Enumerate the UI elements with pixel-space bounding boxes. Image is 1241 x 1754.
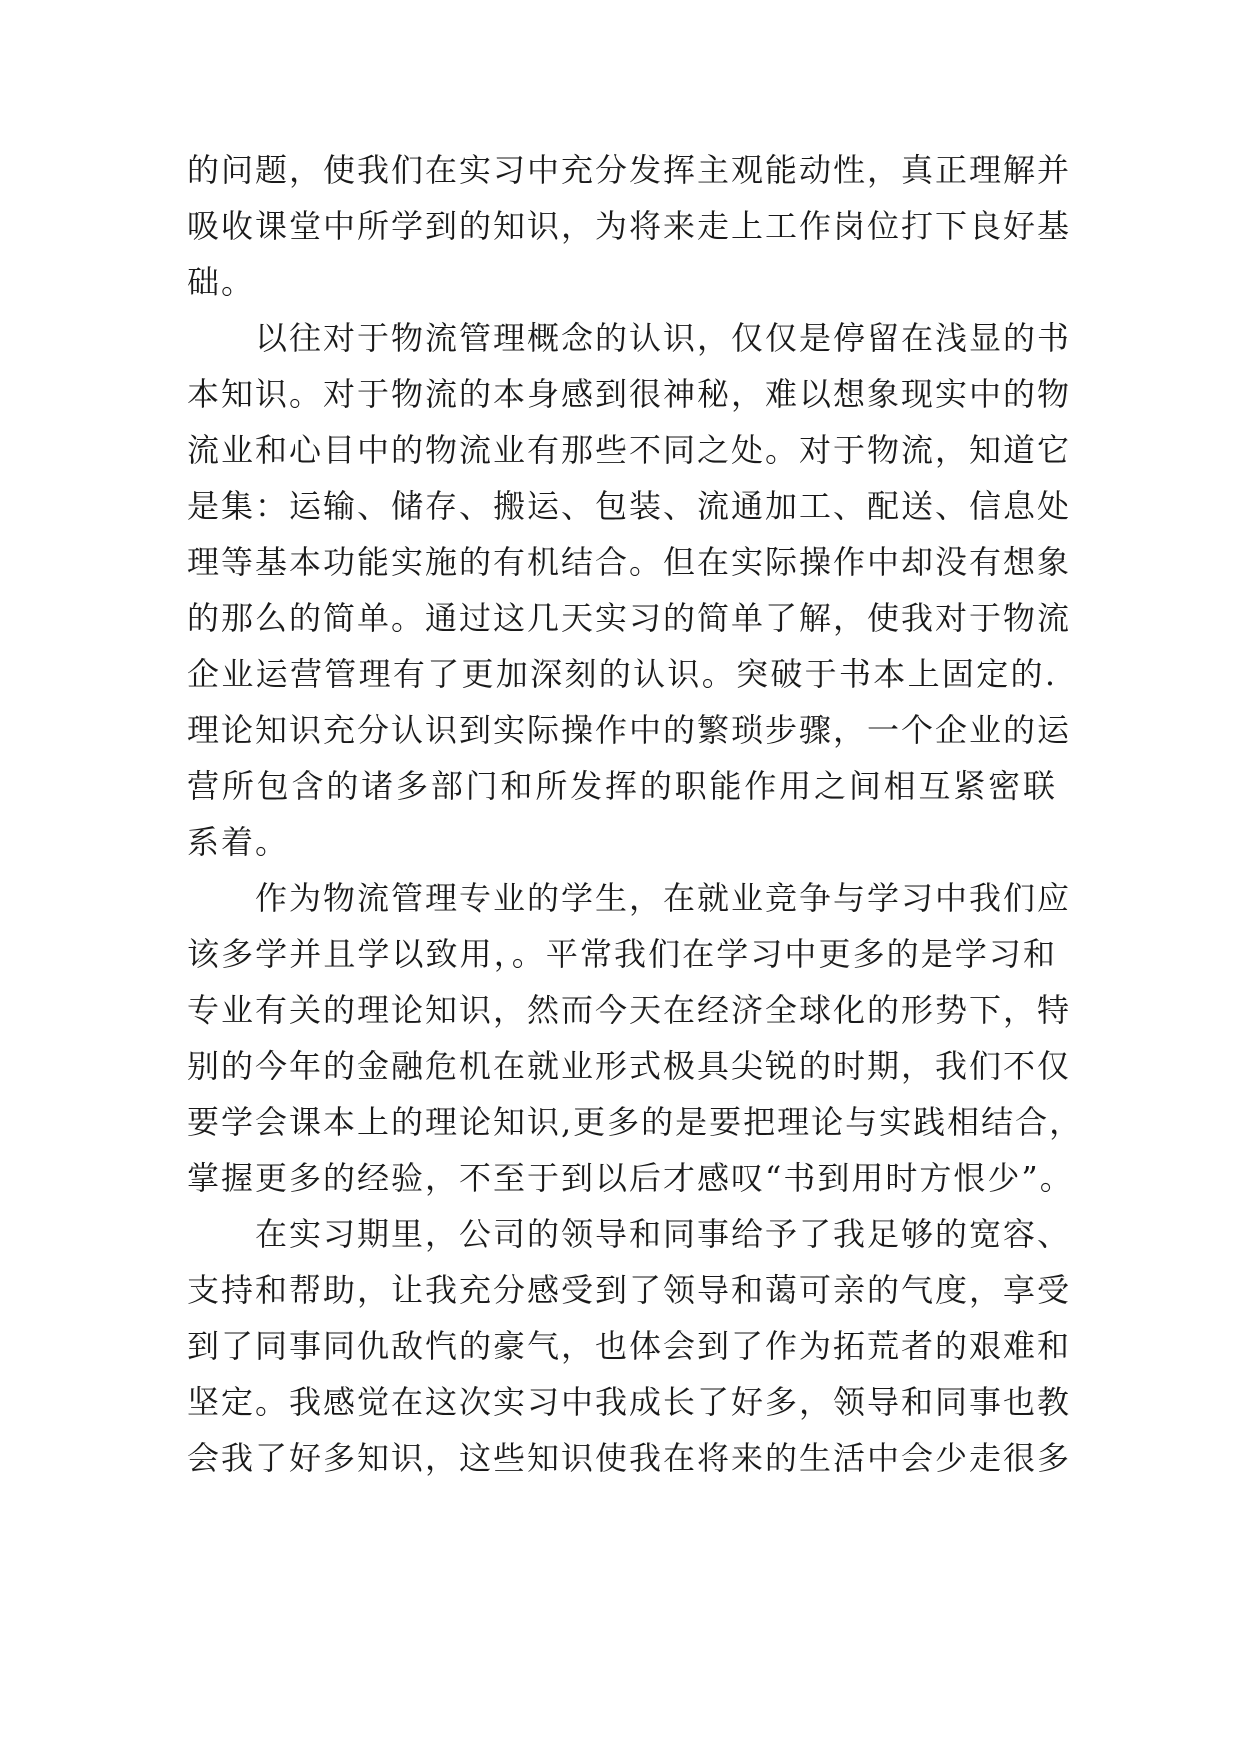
- text-line: 理论知识充分认识到实际操作中的繁琐步骤，一个企业的运: [187, 711, 1072, 749]
- paragraph-first-line: 作为物流管理专业的学生，在就业竞争与学习中我们应: [255, 879, 1072, 917]
- text-line: 会我了好多知识，这些知识使我在将来的生活中会少走很多: [187, 1439, 1072, 1477]
- text-line: 是集：运输、储存、搬运、包装、流通加工、配送、信息处: [187, 487, 1072, 525]
- text-line: 要学会课本上的理论知识,更多的是要把理论与实践相结合，: [187, 1103, 1084, 1141]
- text-line: 理等基本功能实施的有机结合。但在实际操作中却没有想象: [187, 543, 1072, 581]
- text-line: 该多学并且学以致用，。平常我们在学习中更多的是学习和: [187, 935, 1057, 973]
- paragraph-first-line: 在实习期里，公司的领导和同事给予了我足够的宽容、: [255, 1215, 1072, 1253]
- text-line: 掌握更多的经验，不至于到以后才感叹“书到用时方恨少”。: [187, 1159, 1074, 1197]
- text-line: 到了同事同仇敌忾的豪气，也体会到了作为拓荒者的艰难和: [187, 1327, 1072, 1365]
- text-line: 流业和心目中的物流业有那些不同之处。对于物流，知道它: [187, 431, 1072, 469]
- text-line: 支持和帮助，让我充分感受到了领导和蔼可亲的气度，享受: [187, 1271, 1072, 1309]
- text-line: 本知识。对于物流的本身感到很神秘，难以想象现实中的物: [187, 375, 1072, 413]
- text-line: 的问题，使我们在实习中充分发挥主观能动性，真正理解并: [187, 151, 1072, 189]
- text-line: 吸收课堂中所学到的知识，为将来走上工作岗位打下良好基: [187, 207, 1072, 245]
- text-line: 企业运营管理有了更加深刻的认识。突破于书本上固定的.: [187, 655, 1057, 693]
- text-line: 别的今年的金融危机在就业形式极具尖锐的时期，我们不仅: [187, 1047, 1072, 1085]
- paragraph-first-line: 以往对于物流管理概念的认识，仅仅是停留在浅显的书: [255, 319, 1072, 357]
- text-line: 营所包含的诸多部门和所发挥的职能作用之间相互紧密联: [187, 767, 1057, 805]
- text-line: 础。: [187, 263, 256, 301]
- text-line: 的那么的简单。通过这几天实习的简单了解，使我对于物流: [187, 599, 1072, 637]
- document-body: [187, 142, 1084, 1486]
- text-line: 专业有关的理论知识，然而今天在经济全球化的形势下，特: [187, 991, 1072, 1029]
- text-line: 系着。: [187, 823, 290, 861]
- text-line: 坚定。我感觉在这次实习中我成长了好多，领导和同事也教: [187, 1383, 1072, 1421]
